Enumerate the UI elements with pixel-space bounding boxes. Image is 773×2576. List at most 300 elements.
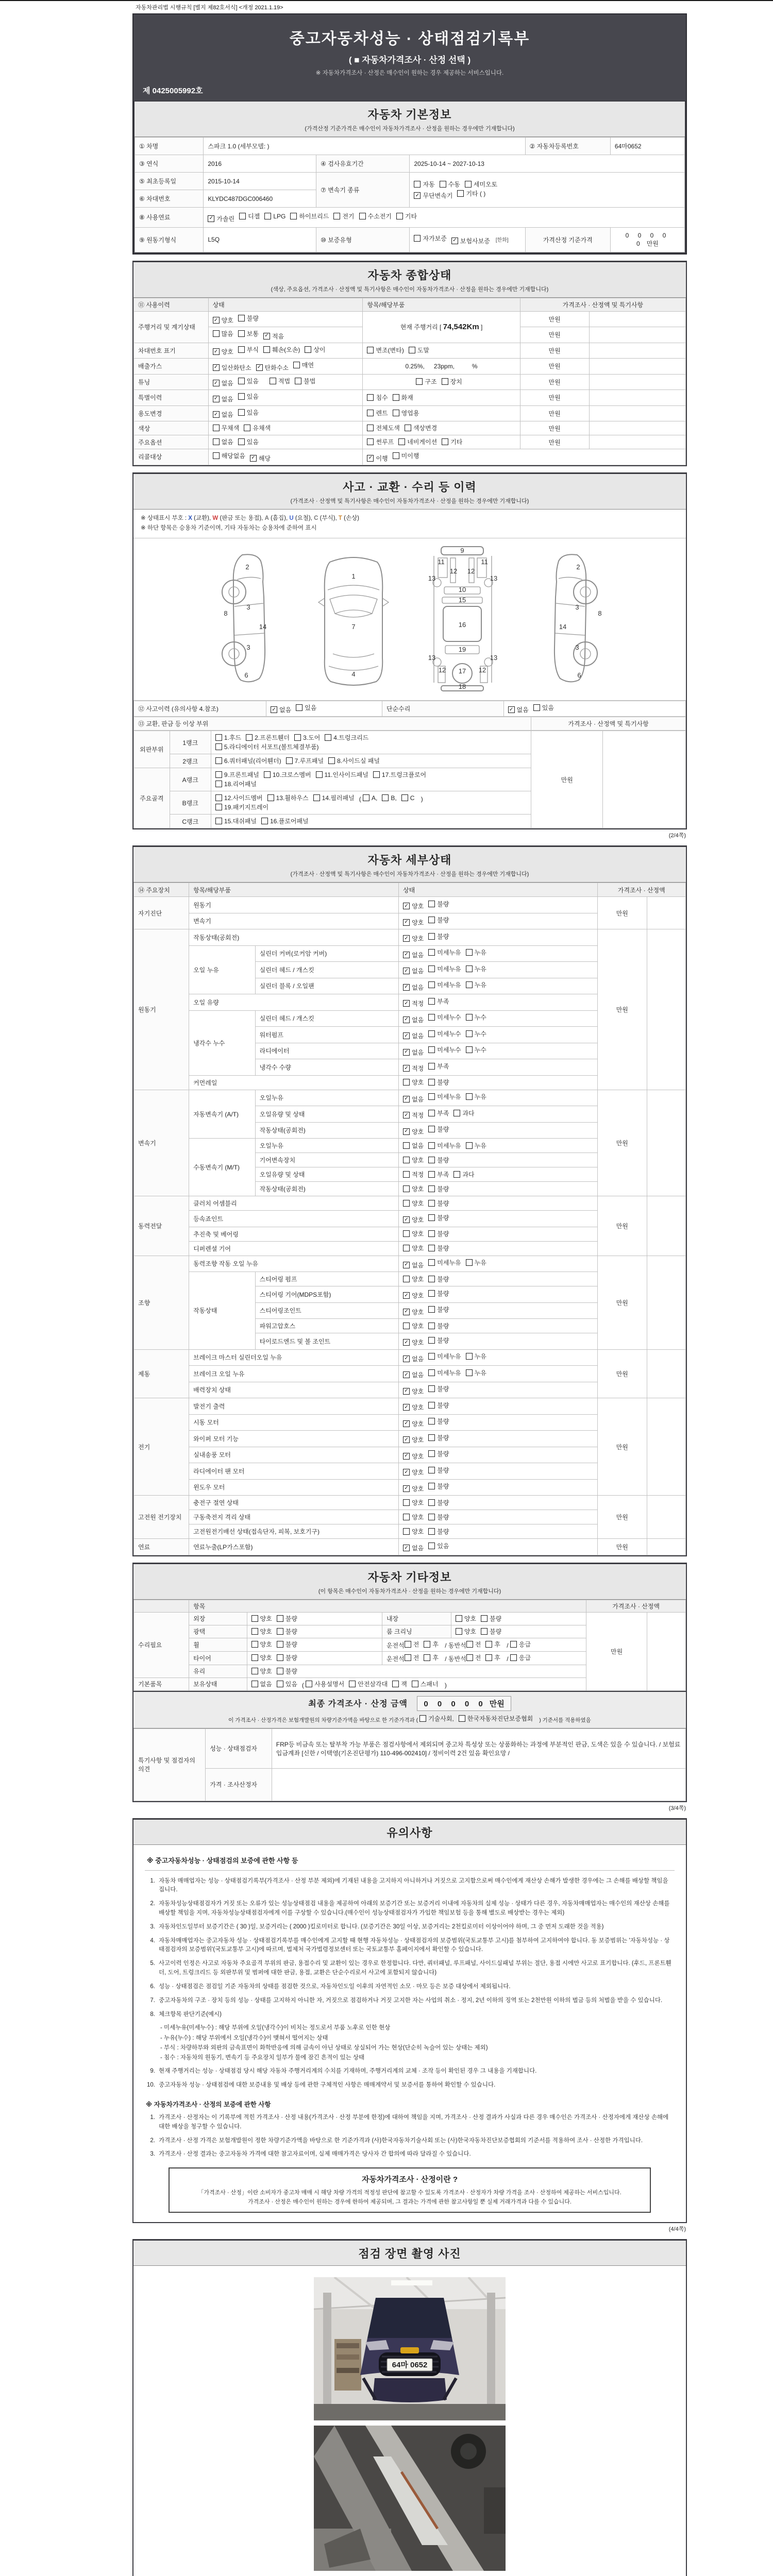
checkbox-label: 불량	[285, 1654, 297, 1662]
checkbox-box	[403, 1371, 410, 1378]
checkbox-checked[interactable]	[403, 1031, 424, 1040]
checkbox-unchecked[interactable]	[428, 997, 449, 1006]
checkbox-unchecked[interactable]	[465, 180, 497, 189]
checkbox-unchecked[interactable]	[286, 756, 324, 765]
text: 2015-10-14	[208, 177, 240, 185]
text: ④ 검사유효기간	[321, 160, 364, 167]
checkbox-unchecked[interactable]	[403, 1170, 424, 1179]
checkbox-unchecked[interactable]	[393, 393, 413, 402]
checkbox-checked[interactable]	[403, 1387, 424, 1396]
checkbox-checked[interactable]	[403, 1127, 424, 1136]
checkbox-box	[305, 346, 311, 353]
form-cell	[363, 374, 520, 390]
checkbox-unchecked[interactable]	[428, 1466, 449, 1475]
checkbox-unchecked[interactable]	[213, 437, 233, 446]
checkbox-unchecked[interactable]	[325, 733, 368, 742]
checkbox-unchecked[interactable]	[246, 733, 290, 742]
checkbox-unchecked[interactable]	[313, 793, 355, 802]
checkbox-unchecked[interactable]	[403, 1078, 424, 1087]
checkbox-unchecked[interactable]	[382, 794, 396, 802]
checkbox-unchecked[interactable]	[428, 980, 461, 989]
checkbox-box	[215, 794, 222, 801]
checkbox-label: 기술사회,	[428, 1715, 454, 1722]
checkbox-unchecked[interactable]	[428, 1078, 449, 1087]
checkbox-unchecked[interactable]	[244, 423, 271, 432]
checkbox-unchecked[interactable]	[428, 1384, 449, 1393]
checkbox-unchecked[interactable]	[296, 703, 316, 712]
checkbox-box	[215, 771, 222, 778]
checkbox-checked[interactable]	[213, 395, 233, 403]
checkbox-unchecked[interactable]	[393, 409, 419, 417]
checkbox-unchecked[interactable]	[264, 213, 285, 220]
checkbox-checked[interactable]	[403, 1261, 424, 1269]
checkbox-checked[interactable]	[213, 379, 233, 387]
checkbox-unchecked[interactable]	[277, 1667, 297, 1675]
text: 자기진단	[138, 909, 162, 917]
checkbox-unchecked[interactable]	[414, 234, 446, 243]
warranty-items	[145, 1877, 675, 2090]
checkbox-label: 스패너	[420, 1680, 439, 1688]
checkbox-checked[interactable]	[250, 454, 271, 463]
checkbox-label: 적정	[412, 1000, 424, 1008]
checkbox-label: 렌트	[376, 410, 388, 417]
form-cell	[204, 138, 525, 155]
checkbox-unchecked[interactable]	[510, 1640, 531, 1649]
section-title: 자동차 기본정보	[367, 108, 452, 121]
checkbox-label: 양호	[260, 1654, 272, 1662]
checkbox-unchecked[interactable]	[466, 1258, 486, 1267]
text: (흠집),	[268, 515, 290, 521]
checkbox-box	[403, 1469, 410, 1476]
text: 만원	[548, 331, 561, 339]
checkbox-label: 양호	[412, 919, 424, 926]
checkbox-unchecked[interactable]	[428, 1513, 449, 1521]
checkbox-unchecked[interactable]	[485, 1653, 500, 1662]
checkbox-unchecked[interactable]	[403, 1229, 424, 1238]
checkbox-unchecked[interactable]	[428, 1368, 461, 1377]
checkbox-unchecked[interactable]	[238, 329, 259, 338]
checkbox-unchecked[interactable]	[428, 1141, 461, 1150]
checkbox-unchecked[interactable]	[277, 1680, 297, 1688]
checkbox-checked[interactable]	[403, 1095, 424, 1104]
checkbox-box	[466, 1353, 473, 1360]
checkbox-checked[interactable]	[403, 1468, 424, 1477]
checkbox-unchecked[interactable]	[238, 392, 259, 401]
form-cell	[266, 701, 382, 717]
checkbox-unchecked[interactable]	[215, 733, 241, 742]
checkbox-unchecked[interactable]	[215, 779, 257, 788]
checkbox-unchecked[interactable]	[213, 329, 233, 338]
checkbox-unchecked[interactable]	[428, 1258, 461, 1267]
checkbox-checked[interactable]	[403, 1544, 424, 1552]
checkbox-checked[interactable]	[271, 705, 291, 714]
form-cell	[597, 1090, 647, 1196]
checkbox-unchecked[interactable]	[428, 900, 449, 908]
checkbox-unchecked[interactable]	[306, 1680, 344, 1688]
checkbox-unchecked[interactable]	[403, 1184, 424, 1193]
checkbox-unchecked[interactable]	[333, 212, 354, 221]
checkbox-label: 불량	[437, 1079, 449, 1087]
form-cell	[189, 1431, 399, 1447]
checkbox-checked[interactable]	[256, 363, 289, 372]
form-cell	[208, 374, 363, 390]
checkbox-unchecked[interactable]	[215, 803, 268, 811]
checkbox-unchecked[interactable]	[403, 1199, 424, 1208]
checkbox-checked[interactable]	[403, 983, 424, 992]
notice-text: 사고이력 인정은 사고로 자동차 주요골격 부위의 판금, 용접수리 및 교환이 있는 경우로 한정합니다. 다만, 쿼터패널, 루프패널, 사이드실패널 부위는 절단, 용접 시에만 사고로 표기합니다. (후드, 프론트휀더, 도어, 트렁크리드 등 외판부위 및 범퍼에 대한 판금, 용접, 교환은 단순수리로서 사고에 포함되지 않습니다)	[159, 1960, 671, 1976]
checkbox-unchecked[interactable]	[428, 1498, 449, 1507]
checkbox-unchecked[interactable]	[403, 1275, 424, 1283]
text: 주요골격	[140, 794, 164, 802]
checkbox-unchecked[interactable]	[239, 212, 260, 221]
checkbox-box	[466, 1142, 473, 1149]
checkbox-unchecked[interactable]	[428, 948, 461, 957]
checkbox-box	[466, 1641, 473, 1648]
checkbox-unchecked[interactable]	[215, 770, 259, 779]
checkbox-unchecked[interactable]	[428, 1229, 449, 1238]
text: 운전석	[386, 1655, 405, 1663]
checkbox-unchecked[interactable]	[419, 1714, 454, 1723]
text: 색상	[138, 425, 150, 432]
checkbox-unchecked[interactable]	[215, 742, 319, 751]
checkbox-unchecked[interactable]	[428, 1109, 449, 1117]
checkbox-unchecked[interactable]	[481, 1614, 501, 1623]
checkbox-label: 없음	[412, 984, 424, 991]
text: 추진축 및 베어링	[193, 1230, 239, 1238]
checkbox-checked[interactable]	[403, 1370, 424, 1379]
checkbox-checked[interactable]	[403, 1064, 424, 1073]
checkbox-unchecked[interactable]	[251, 1667, 272, 1675]
checkbox-checked[interactable]	[403, 1354, 424, 1363]
checkbox-unchecked[interactable]	[359, 212, 392, 221]
checkbox-unchecked[interactable]	[294, 733, 320, 742]
checkbox-unchecked[interactable]	[251, 1627, 272, 1636]
form-cell	[589, 405, 685, 421]
checkbox-box	[414, 192, 421, 199]
checkbox-unchecked[interactable]	[403, 1321, 424, 1330]
checkbox-unchecked[interactable]	[466, 964, 486, 973]
checkbox-unchecked[interactable]	[251, 1614, 272, 1623]
checkbox-unchecked[interactable]	[428, 1013, 461, 1022]
checkbox-unchecked[interactable]	[405, 1653, 419, 1662]
form-cell	[597, 1256, 647, 1349]
checkbox-checked[interactable]	[403, 1419, 424, 1428]
checkbox-unchecked[interactable]	[442, 377, 462, 386]
checkbox-unchecked[interactable]	[481, 1627, 501, 1636]
checkbox-unchecked[interactable]	[277, 1627, 297, 1636]
checkbox-checked[interactable]	[403, 902, 424, 910]
checkbox-unchecked[interactable]	[428, 1045, 461, 1054]
form-cell	[589, 359, 685, 375]
checkbox-unchecked[interactable]	[215, 817, 257, 825]
checkbox-unchecked[interactable]	[305, 345, 325, 354]
checkbox-checked[interactable]	[403, 1435, 424, 1444]
checkbox-unchecked[interactable]	[398, 437, 437, 446]
checkbox-unchecked[interactable]	[393, 451, 419, 460]
checkbox-unchecked[interactable]	[367, 393, 388, 402]
form-cell	[399, 945, 598, 962]
checkbox-unchecked[interactable]	[428, 1305, 449, 1314]
checkbox-checked[interactable]	[403, 951, 424, 959]
checkbox-checked[interactable]	[451, 236, 490, 245]
form-cell	[520, 298, 685, 311]
checkbox-unchecked[interactable]	[412, 1680, 439, 1688]
checkbox-unchecked[interactable]	[392, 1680, 407, 1688]
checkbox-unchecked[interactable]	[440, 180, 460, 189]
checkbox-checked[interactable]	[403, 918, 424, 927]
checkbox-checked[interactable]	[403, 1111, 424, 1120]
checkbox-box	[403, 1032, 410, 1039]
checkbox-box	[215, 781, 222, 787]
checkbox-unchecked[interactable]	[466, 1029, 486, 1038]
checkbox-unchecked[interactable]	[428, 1029, 461, 1038]
checkbox-checked[interactable]	[403, 1015, 424, 1024]
checkbox-unchecked[interactable]	[409, 346, 429, 354]
document-header	[133, 14, 686, 101]
form-cell	[189, 883, 399, 897]
checkbox-unchecked[interactable]	[277, 1614, 297, 1623]
checkbox-checked[interactable]	[208, 214, 234, 223]
checkbox-unchecked[interactable]	[293, 361, 314, 369]
notice-subitem: - 부식 : 차량하부와 외판의 금속표면이 화학반응에 의해 금속이 아닌 상태로 상실되어 가는 현상(단순히 녹슬어 있는 상태는 제외)	[160, 2044, 488, 2051]
checkbox-checked[interactable]	[403, 1291, 424, 1300]
notice-number: 9.	[150, 2068, 155, 2075]
checkbox-unchecked[interactable]	[213, 423, 240, 432]
checkbox-checked[interactable]	[403, 1338, 424, 1347]
checkbox-unchecked[interactable]	[428, 1125, 449, 1133]
checkbox-unchecked[interactable]	[270, 377, 290, 385]
form-cell	[597, 883, 685, 897]
document-number: 제 0425005992호	[143, 87, 203, 95]
checkbox-unchecked[interactable]	[251, 1680, 272, 1688]
checkbox-unchecked[interactable]	[428, 964, 461, 973]
section-subtitle: (이 항목은 매수인이 자동차가격조사 · 산정을 원하는 경우에만 기재합니다)	[318, 1588, 501, 1595]
form-cell	[134, 1677, 189, 1690]
checkbox-unchecked[interactable]	[403, 1527, 424, 1536]
notice-text: 체크항목 판단기준(예시)	[159, 2011, 222, 2018]
checkbox-checked[interactable]	[403, 999, 424, 1008]
checkbox-checked[interactable]	[403, 1403, 424, 1412]
checkbox-label: LPG	[273, 212, 286, 220]
checkbox-label: 양호	[412, 1528, 424, 1535]
checkbox-unchecked[interactable]	[428, 916, 449, 924]
checkbox-unchecked[interactable]	[238, 314, 259, 323]
checkbox-unchecked[interactable]	[428, 1170, 449, 1179]
checkbox-checked[interactable]	[403, 967, 424, 975]
checkbox-unchecked[interactable]	[316, 770, 368, 779]
checkbox-unchecked[interactable]	[405, 423, 437, 432]
checkbox-unchecked[interactable]	[428, 1541, 449, 1550]
checkbox-unchecked[interactable]	[428, 1275, 449, 1283]
checkbox-unchecked[interactable]	[349, 1680, 388, 1688]
checkbox-unchecked[interactable]	[251, 1640, 272, 1649]
checkbox-unchecked[interactable]	[510, 1653, 531, 1662]
checkbox-unchecked[interactable]	[363, 794, 377, 802]
checkbox-checked[interactable]	[403, 934, 424, 943]
notice-text: 자동차인도일부터 보증기간은 ( 30 )일, 보증거리는 ( 2000 )킬로미터로 합니다. (보증기간은 30일 이상, 보증거리는 2천킬로미터 이상이어야 하며, 그 중 먼저 도래한 것을 적용)	[159, 1923, 604, 1930]
form-cell	[399, 1241, 598, 1256]
checkbox-label: 색상변경	[413, 425, 438, 432]
text: 조향	[138, 1299, 150, 1307]
checkbox-unchecked[interactable]	[428, 1092, 461, 1101]
checkbox-box	[403, 1200, 410, 1207]
checkbox-unchecked[interactable]	[428, 1449, 449, 1458]
checkbox-unchecked[interactable]	[290, 212, 329, 221]
checkbox-checked[interactable]	[403, 1048, 424, 1057]
form-cell	[135, 138, 204, 155]
checkbox-unchecked[interactable]	[466, 1653, 481, 1662]
checkbox-unchecked[interactable]	[295, 377, 315, 385]
checkbox-unchecked[interactable]	[466, 980, 486, 989]
checkbox-unchecked[interactable]	[428, 1527, 449, 1536]
checkbox-unchecked[interactable]	[428, 1352, 461, 1361]
checkbox-checked[interactable]	[414, 191, 452, 200]
checkbox-unchecked[interactable]	[403, 1244, 424, 1252]
checkbox-unchecked[interactable]	[442, 437, 462, 446]
checkbox-unchecked[interactable]	[213, 451, 245, 460]
checkbox-unchecked[interactable]	[238, 408, 259, 417]
checkbox-unchecked[interactable]	[263, 345, 300, 354]
checkbox-unchecked[interactable]	[373, 770, 426, 779]
legend-line-1	[141, 514, 679, 524]
checkbox-unchecked[interactable]	[215, 793, 263, 802]
checkbox-unchecked[interactable]	[401, 794, 415, 802]
checkbox-unchecked[interactable]	[238, 377, 259, 385]
checkbox-unchecked[interactable]	[428, 1184, 449, 1193]
checkbox-unchecked[interactable]	[405, 1640, 419, 1649]
checkbox-unchecked[interactable]	[428, 1336, 449, 1345]
checkbox-label: 무단변속기	[423, 192, 453, 200]
checkbox-label: 침수	[376, 394, 388, 401]
form-cell	[255, 1333, 398, 1350]
form-cell	[610, 138, 684, 155]
checkbox-unchecked[interactable]	[215, 756, 281, 765]
checkbox-unchecked[interactable]	[456, 1614, 476, 1623]
checkbox-checked[interactable]	[213, 316, 233, 325]
checkbox-unchecked[interactable]	[403, 1156, 424, 1164]
checkbox-unchecked[interactable]	[403, 1513, 424, 1521]
checkbox-unchecked[interactable]	[466, 1352, 486, 1361]
checkbox-unchecked[interactable]	[428, 1417, 449, 1426]
checkbox-unchecked[interactable]	[456, 1627, 476, 1636]
checkbox-label: 불량	[285, 1615, 297, 1622]
checkbox-box	[453, 1110, 460, 1116]
checkbox-checked[interactable]	[403, 1215, 424, 1224]
photos-banner	[133, 2241, 686, 2266]
checkbox-unchecked[interactable]	[428, 1289, 449, 1298]
checkbox-unchecked[interactable]	[428, 1401, 449, 1410]
checkbox-checked[interactable]	[367, 454, 388, 463]
checkbox-unchecked[interactable]	[466, 1045, 486, 1054]
form-cell	[363, 390, 520, 406]
checkbox-unchecked[interactable]	[261, 817, 309, 825]
checkbox-unchecked[interactable]	[457, 189, 485, 198]
text: 특별이력	[138, 394, 162, 402]
checkbox-unchecked[interactable]	[424, 1653, 439, 1662]
basic-info-banner	[135, 101, 685, 137]
checkbox-unchecked[interactable]	[428, 1321, 449, 1330]
checkbox-unchecked[interactable]	[416, 377, 436, 386]
notice-item	[145, 2010, 675, 2020]
checkbox-unchecked[interactable]	[428, 1433, 449, 1442]
checkbox-unchecked[interactable]	[367, 346, 404, 354]
checkbox-box	[403, 1245, 410, 1251]
checkbox-unchecked[interactable]	[466, 1640, 481, 1649]
checkbox-unchecked[interactable]	[367, 437, 394, 446]
checkbox-unchecked[interactable]	[267, 793, 309, 802]
checkbox-label: 양호	[412, 1128, 424, 1136]
checkbox-unchecked[interactable]	[403, 1498, 424, 1507]
checkbox-unchecked[interactable]	[459, 1714, 533, 1723]
checkbox-label: 불량	[437, 1185, 449, 1193]
checkbox-unchecked[interactable]	[251, 1653, 272, 1662]
checkbox-unchecked[interactable]	[466, 1092, 486, 1101]
checkbox-box	[215, 734, 222, 741]
checkbox-checked[interactable]	[213, 363, 251, 372]
form-cell	[134, 311, 209, 343]
checkbox-unchecked[interactable]	[428, 1244, 449, 1252]
checkbox-unchecked[interactable]	[428, 1199, 449, 1208]
checkbox-unchecked[interactable]	[428, 1482, 449, 1490]
checkbox-unchecked[interactable]	[424, 1640, 439, 1649]
checkbox-unchecked[interactable]	[328, 756, 380, 765]
checkbox-checked[interactable]	[213, 347, 233, 356]
checkbox-unchecked[interactable]	[428, 1213, 449, 1222]
checkbox-checked[interactable]	[508, 705, 529, 714]
checkbox-label: 적정	[412, 1065, 424, 1073]
checkbox-unchecked[interactable]	[367, 409, 388, 417]
form-cell	[134, 359, 209, 375]
text: 만원	[616, 1006, 628, 1013]
checkbox-checked[interactable]	[263, 332, 284, 341]
text: 브레이크 마스터 실린더오일 누유	[193, 1354, 282, 1362]
checkbox-unchecked[interactable]	[466, 1368, 486, 1377]
form-cell	[399, 913, 598, 929]
checkbox-unchecked[interactable]	[238, 345, 259, 354]
checkbox-unchecked[interactable]	[466, 948, 486, 957]
checkbox-unchecked[interactable]	[485, 1640, 500, 1649]
form-cell	[597, 1196, 647, 1256]
checkbox-unchecked[interactable]	[238, 437, 259, 446]
checkbox-checked[interactable]	[403, 1484, 424, 1493]
checkbox-unchecked[interactable]	[453, 1170, 474, 1179]
comprehensive-banner	[133, 262, 686, 298]
checkbox-box	[238, 378, 245, 384]
checkbox-unchecked[interactable]	[277, 1640, 297, 1649]
checkbox-unchecked[interactable]	[277, 1653, 297, 1662]
checkbox-unchecked[interactable]	[428, 1062, 449, 1071]
checkbox-box	[510, 1654, 517, 1661]
checkbox-unchecked[interactable]	[466, 1013, 486, 1022]
form-cell	[520, 311, 589, 327]
checkbox-unchecked[interactable]	[367, 423, 399, 432]
notice-item	[145, 1982, 675, 1992]
checkbox-checked[interactable]	[213, 410, 233, 419]
checkbox-unchecked[interactable]	[533, 703, 554, 712]
text: 만원	[548, 394, 561, 402]
checkbox-unchecked[interactable]	[414, 180, 434, 189]
checkbox-unchecked[interactable]	[264, 770, 311, 779]
checkbox-unchecked[interactable]	[466, 1141, 486, 1150]
checkbox-checked[interactable]	[403, 1308, 424, 1316]
checkbox-unchecked[interactable]	[428, 932, 449, 941]
checkbox-checked[interactable]	[403, 1452, 424, 1461]
checkbox-unchecked[interactable]	[403, 1141, 424, 1150]
checkbox-unchecked[interactable]	[453, 1109, 474, 1117]
checkbox-box	[403, 1339, 410, 1346]
checkbox-unchecked[interactable]	[396, 212, 417, 221]
checkbox-unchecked[interactable]	[428, 1156, 449, 1164]
